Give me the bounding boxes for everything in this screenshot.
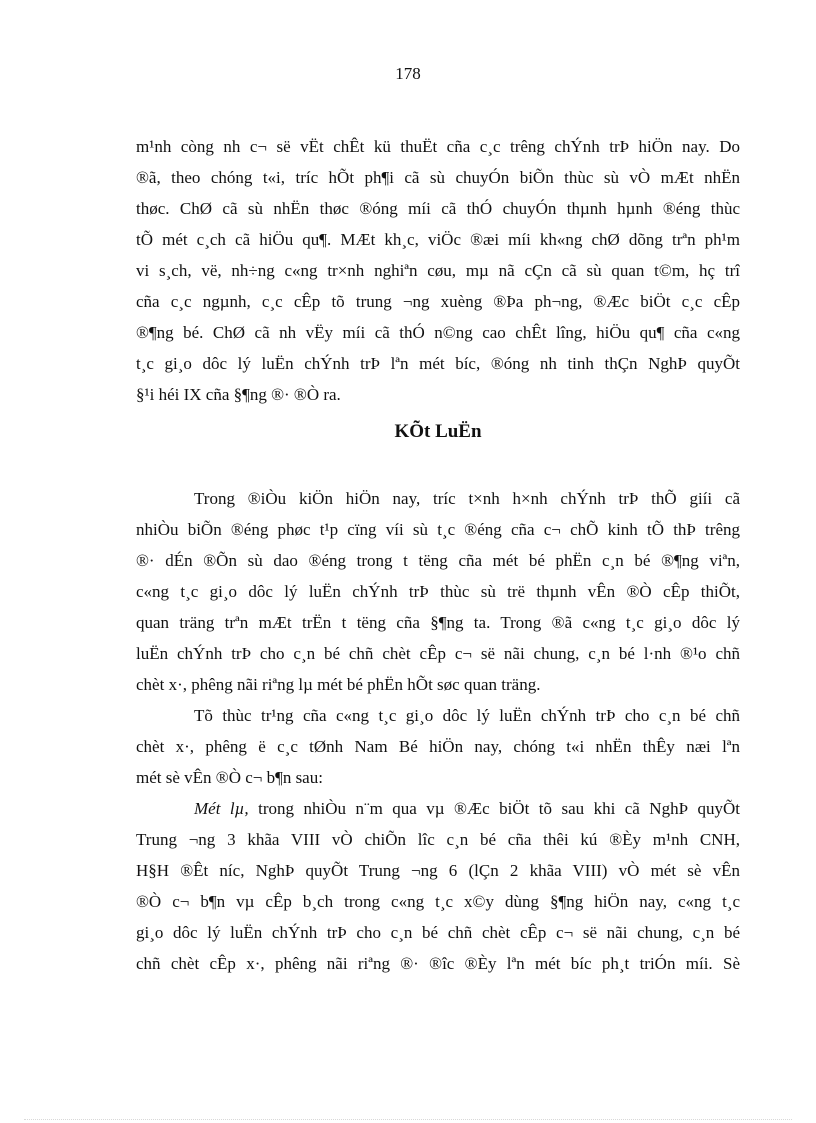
text-line: thøc. ChØ cã sù nhËn thøc ®óng míi cã thÓ chuyÓn thµnh hµnh ®éng thùc: [136, 199, 740, 218]
text-line: vi s¸ch, vë, nh÷ng c«ng tr×nh nghiªn cøu, mµ nã cÇn cã sù quan t©m, hç trî: [136, 261, 740, 280]
text-line: chñ chèt cÊp x·, phêng nãi riªng ®· ®îc ®Èy lªn mét bíc ph¸t triÓn míi. Sè: [136, 954, 740, 973]
text-line: ®Ò c¬ b¶n vµ cÊp b¸ch trong c«ng t¸c x©y dùng §¶ng hiÖn nay, c«ng t¸c: [136, 892, 740, 911]
text-line: cña c¸c ngµnh, c¸c cÊp tõ trung ¬ng xuèng ®Þa ph¬ng, ®Æc biÖt c¸c cÊp: [136, 292, 740, 311]
text-line: [136, 793, 740, 824]
text-line: ®· dÉn ®Õn sù dao ®éng trong t tëng cña mét bé phËn c¸n bé ®¶ng viªn,: [136, 551, 740, 570]
text-line: chèt x·, phêng nãi riªng lµ mét bé phËn hÕt søc quan träng.: [136, 675, 541, 694]
text-line: ®ã, theo chóng t«i, tríc hÕt ph¶i cã sù chuyÓn biÕn thùc sù vÒ mÆt nhËn: [136, 168, 740, 187]
text-line: c«ng t¸c gi¸o dôc lý luËn chÝnh trÞ thùc sù trë thµnh vÊn ®Ò cÊp thiÕt,: [136, 582, 740, 601]
text-line: t¸c gi¸o dôc lý luËn chÝnh trÞ lªn mét bíc, ®óng nh tinh thÇn NghÞ quyÕt: [136, 354, 740, 373]
text-line: Trung ¬ng 3 khãa VIII vÒ chiÕn lîc c¸n bé cña thêi kú ®Èy m¹nh CNH,: [136, 830, 740, 849]
document-body: [136, 131, 740, 979]
section-heading: KÕt LuËn: [394, 421, 482, 442]
spacer: [136, 452, 740, 483]
text-line: tÕ mét c¸ch cã hiÖu qu¶. MÆt kh¸c, viÖc ®æi míi kh«ng chØ dõng trªn ph¹m: [136, 230, 740, 249]
text-line: nhiÒu biÕn ®éng phøc t¹p cïng víi sù t¸c ®éng cña c¬ chÕ kinh tÕ thÞ trêng: [136, 520, 740, 539]
text-span: trong nhiÒu n¨m qua vµ ®Æc biÖt tõ sau khi cã NghÞ quyÕt: [248, 799, 740, 818]
text-line: m¹nh còng nh c¬ së vËt chÊt kü thuËt cña c¸c trêng chÝnh trÞ hiÖn nay. Do: [136, 137, 740, 156]
text-line: §¹i héi IX cña §¶ng ®· ®Ò ra.: [136, 385, 341, 404]
text-line: H§H ®Êt níc, NghÞ quyÕt Trung ¬ng 6 (lÇn 2 khãa VIII) vÒ mét sè vÊn: [136, 861, 740, 880]
paragraph-3: [136, 700, 740, 793]
text-line: Tõ thùc tr¹ng cña c«ng t¸c gi¸o dôc lý luËn chÝnh trÞ cho c¸n bé chñ: [194, 706, 740, 725]
text-line: luËn chÝnh trÞ cho c¸n bé chñ chèt cÊp c¬ së nãi chung, c¸n bé l·nh ®¹o chñ: [136, 644, 740, 663]
paragraph-2: [136, 483, 740, 700]
text-line: chèt x·, phêng ë c¸c tØnh Nam Bé hiÖn nay, chóng t«i nhËn thÊy næi lªn: [136, 737, 740, 756]
page-bottom-rule: [24, 1119, 792, 1120]
paragraph-1: [136, 131, 740, 410]
page-number: 178: [395, 64, 421, 83]
text-line: quan träng trªn mÆt trËn t tëng cña §¶ng ta. Trong ®ã c«ng t¸c gi¸o dôc lý: [136, 613, 740, 632]
paragraph-4: [136, 793, 740, 979]
paragraph-lead: Mét lµ,: [194, 799, 249, 818]
text-line: mét sè vÊn ®Ò c¬ b¶n sau:: [136, 768, 323, 787]
text-line: gi¸o dôc lý luËn chÝnh trÞ cho c¸n bé chñ chèt cÊp c¬ së nãi chung, c¸n bé: [136, 923, 740, 942]
text-line: Trong ®iÒu kiÖn hiÖn nay, tríc t×nh h×nh chÝnh trÞ thÕ giíi cã: [194, 489, 740, 508]
text-line: ®¶ng bé. ChØ cã nh vËy míi cã thÓ n©ng cao chÊt lîng, hiÖu qu¶ cña c«ng: [136, 323, 740, 342]
